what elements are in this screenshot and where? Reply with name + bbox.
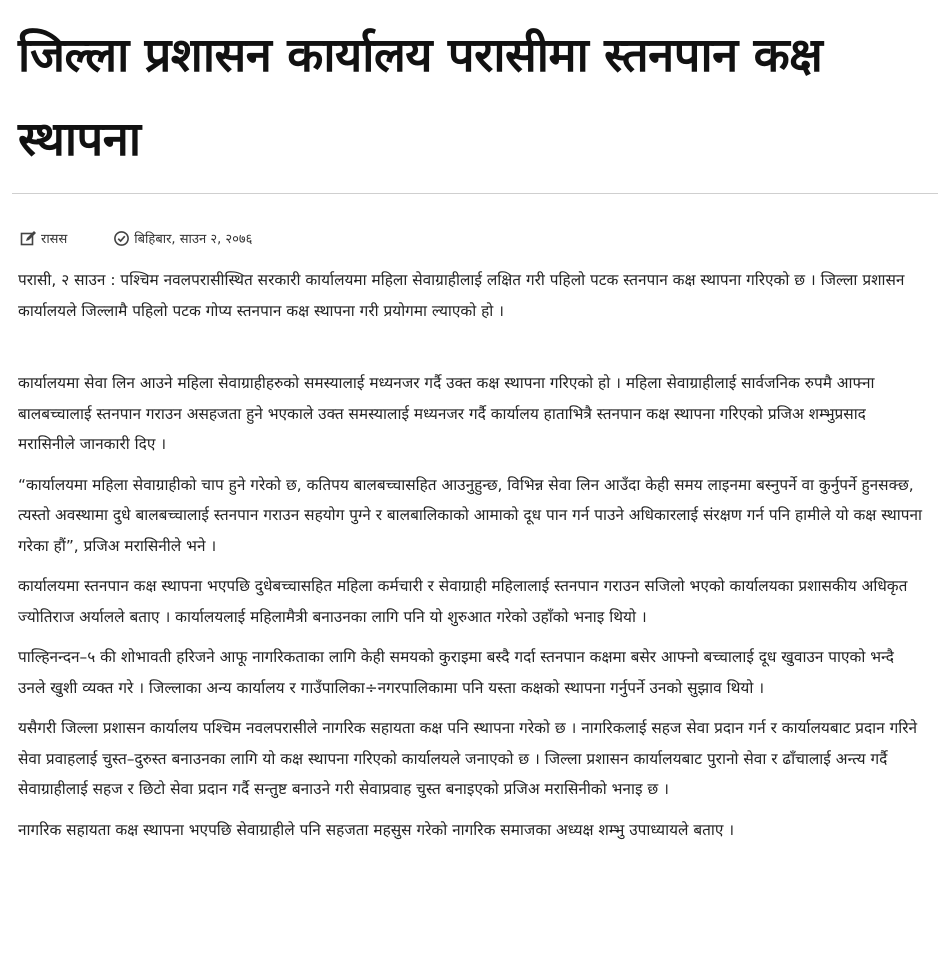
- check-circle-icon: [113, 230, 130, 247]
- author-name: रासस: [41, 232, 68, 247]
- article-headline: जिल्ला प्रशासन कार्यालय परासीमा स्तनपान कक्ष स्थापना: [18, 28, 823, 167]
- article-paragraph: “कार्यालयमा महिला सेवाग्राहीको चाप हुने गरेको छ, कतिपय बालबच्चासहित आउनुहुन्छ, विभिन्न सेवा लिन आउँदा केही समय लाइनमा बस्नुपर्ने वा कुर्नुपर्ने हुनसक्छ, त्यस्तो अवस्थामा दुधे बालबच्चालाई स्तनपान गराउन सहयोग पुग्ने र बालबालिकाको आमाको दूध पान गर्न पाउने अधिकारलाई संरक्षण गर्न पनि हामीले यो कक्ष स्थापना गरेका हौं”, प्रजिअ मरासिनीले भने ।: [18, 475, 923, 555]
- publish-date-text: बिहिबार, साउन २, २०७६: [134, 232, 253, 247]
- article-paragraph: कार्यालयमा सेवा लिन आउने महिला सेवाग्राहीहरुको समस्यालाई मध्यनजर गर्दै उक्त कक्ष स्थापना गरिएको हो । महिला सेवाग्राहीलाई सार्वजनिक रुपमै आफ्ना बालबच्चालाई स्तनपान गराउन असहजता हुने भएकाले उक्त समस्यालाई मध्यनजर गर्दै कार्यालय हाताभित्रै स्तनपान कक्ष स्थापना गरिएको प्रजिअ शम्भुप्रसाद मरासिनीले जानकारी दिए ।: [18, 374, 875, 453]
- article-paragraph: नागरिक सहायता कक्ष स्थापना भएपछि सेवाग्राहीले पनि सहजता महसुस गरेको नागरिक समाजका अध्यक्ष शम्भु उपाध्यायले बताए ।: [18, 820, 735, 839]
- article-meta: [20, 226, 252, 250]
- article-paragraph: यसैगरी जिल्ला प्रशासन कार्यालय पश्चिम नवलपरासीले नागरिक सहायता कक्ष पनि स्थापना गरेको छ । नागरिकलाई सहज सेवा प्रदान गर्न र कार्यालयबाट प्रदान गरिने सेवा प्रवाहलाई चुस्त–दुरुस्त बनाउनका लागि यो कक्ष स्थापना गरिएको कार्यालयले जनाएको छ । जिल्ला प्रशासन कार्यालयबाट पुरानो सेवा र ढाँचालाई अन्त्य गर्दै सेवाग्राहीलाई सहज र छिटो सेवा प्रदान गर्दै सन्तुष्ट बनाउने गरी सेवाप्रवाह चुस्त बनाइएको प्रजिअ मरासिनीको भनाइ छ ।: [18, 719, 918, 798]
- headline-divider: [12, 193, 938, 194]
- article-paragraph: परासी, २ साउन : पश्चिम नवलपरासीस्थित सरकारी कार्यालयमा महिला सेवाग्राहीलाई लक्षित गरी पहिलो पटक स्तनपान कक्ष स्थापना गरिएको छ । जिल्ला प्रशासन कार्यालयले जिल्लामै पहिलो पटक गोप्य स्तनपान कक्ष स्थापना गरी प्रयोगमा ल्याएको हो ।: [18, 271, 905, 320]
- edit-icon: [20, 230, 37, 247]
- article-body: [18, 265, 923, 855]
- author-byline[interactable]: [20, 229, 67, 247]
- publish-date: [113, 229, 252, 247]
- article-paragraph: कार्यालयमा स्तनपान कक्ष स्थापना भएपछि दुधेबच्चासहित महिला कर्मचारी र सेवाग्राही महिलालाई स्तनपान गराउन सजिलो भएको कार्यालयका प्रशासकीय अधिकृत ज्योतिराज अर्यालले बताए । कार्यालयलाई महिलामैत्री बनाउनका लागि पनि यो शुरुआत गरेको उहाँको भनाइ थियो ।: [18, 577, 908, 626]
- article-paragraph: पाल्हिनन्दन–५ की शोभावती हरिजने आफू नागरिकताका लागि केही समयको कुराइमा बस्दै गर्दा स्तनपान कक्षमा बसेर आफ्नो बच्चालाई दूध खुवाउन पाएको भन्दै उनले खुशी व्यक्त गरे । जिल्लाका अन्य कार्यालय र गाउँपालिका÷नगरपालिकामा पनि यस्ता कक्षको स्थापना गर्नुपर्ने उनको सुझाव थियो ।: [18, 648, 894, 697]
